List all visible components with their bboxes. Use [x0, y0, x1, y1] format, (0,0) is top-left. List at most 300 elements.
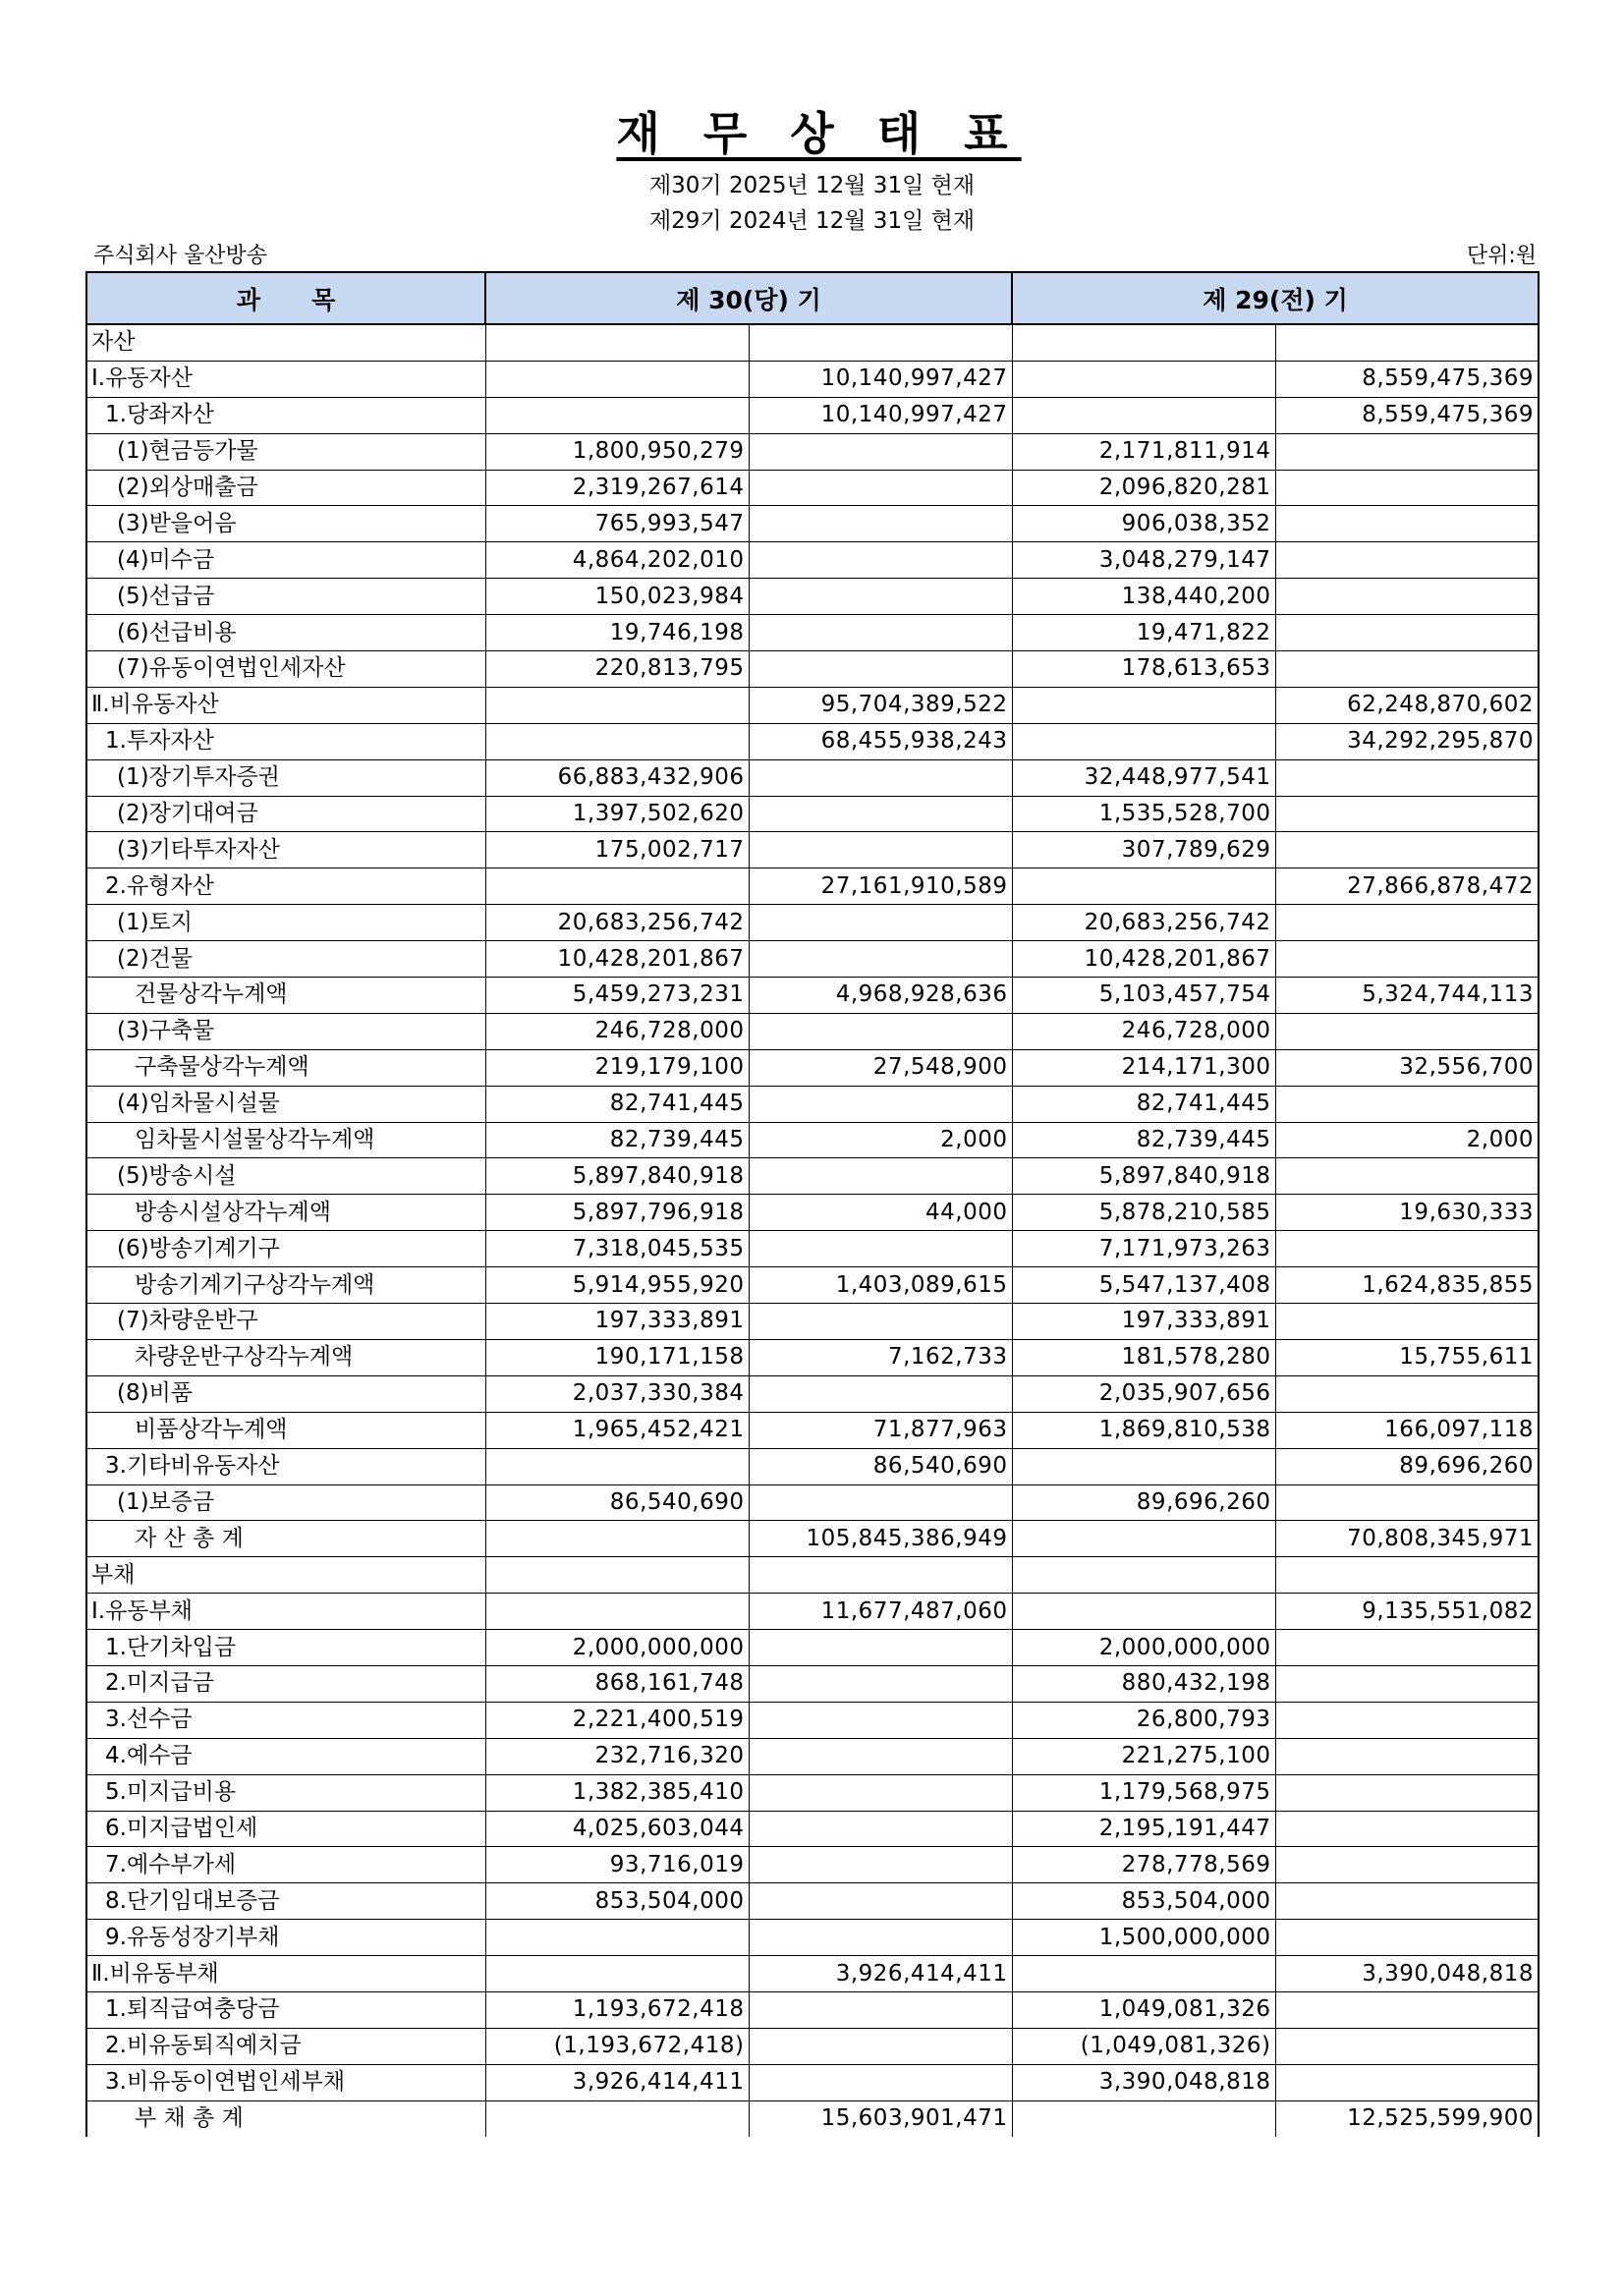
- prior-total-cell: [1275, 1013, 1539, 1049]
- table-row: [86, 759, 1539, 796]
- current-total-cell: [749, 832, 1012, 868]
- prior-total-cell: [1275, 579, 1539, 615]
- prior-total-cell: [1275, 506, 1539, 542]
- table-row: [86, 1991, 1539, 2028]
- current-detail-cell: 5,914,955,920: [485, 1267, 749, 1304]
- prior-detail-cell: [1012, 687, 1275, 723]
- current-detail-cell: 86,540,690: [485, 1484, 749, 1521]
- current-detail-cell: 220,813,795: [485, 651, 749, 688]
- account-label: (5)선급금: [86, 579, 485, 615]
- prior-detail-cell: 2,096,820,281: [1012, 470, 1275, 506]
- current-detail-cell: 66,883,432,906: [485, 759, 749, 796]
- table-row: [86, 1375, 1539, 1412]
- account-label: 부 채 총 계: [86, 2100, 485, 2136]
- account-label: (1)토지: [86, 905, 485, 941]
- account-label: (4)미수금: [86, 542, 485, 579]
- current-total-cell: [749, 1738, 1012, 1774]
- prior-detail-cell: 278,778,569: [1012, 1847, 1275, 1883]
- current-total-cell: [749, 1665, 1012, 1702]
- prior-detail-cell: [1012, 1594, 1275, 1630]
- current-detail-cell: 2,319,267,614: [485, 470, 749, 506]
- prior-total-cell: [1275, 1883, 1539, 1920]
- account-label: 자 산 총 계: [86, 1521, 485, 1557]
- account-label: 6.미지급법인세: [86, 1811, 485, 1847]
- prior-detail-cell: 181,578,280: [1012, 1339, 1275, 1375]
- current-detail-cell: 1,800,950,279: [485, 433, 749, 470]
- account-label: 부채: [86, 1557, 485, 1594]
- current-total-cell: [749, 1883, 1012, 1920]
- prior-total-cell: [1275, 796, 1539, 832]
- account-label: (8)비품: [86, 1375, 485, 1412]
- current-detail-cell: 175,002,717: [485, 832, 749, 868]
- prior-detail-cell: 32,448,977,541: [1012, 759, 1275, 796]
- prior-total-cell: [1275, 1738, 1539, 1774]
- current-detail-cell: 3,926,414,411: [485, 2064, 749, 2100]
- prior-total-cell: [1275, 1484, 1539, 1521]
- prior-detail-cell: 89,696,260: [1012, 1484, 1275, 1521]
- current-detail-cell: 19,746,198: [485, 615, 749, 651]
- account-label: (6)선급비용: [86, 615, 485, 651]
- prior-detail-cell: 138,440,200: [1012, 579, 1275, 615]
- prior-total-cell: 34,292,295,870: [1275, 723, 1539, 759]
- table-row: [86, 1122, 1539, 1158]
- account-label: (1)현금등가물: [86, 433, 485, 470]
- prior-detail-cell: 1,869,810,538: [1012, 1412, 1275, 1448]
- current-total-cell: [749, 2028, 1012, 2064]
- prior-total-cell: 8,559,475,369: [1275, 397, 1539, 433]
- prior-total-cell: [1275, 832, 1539, 868]
- prior-total-cell: 15,755,611: [1275, 1339, 1539, 1375]
- header-account: 과 목: [86, 272, 485, 324]
- prior-total-cell: [1275, 542, 1539, 579]
- current-total-cell: [749, 1086, 1012, 1122]
- period-current: 제30기 2025년 12월 31일 현재: [648, 173, 976, 198]
- prior-total-cell: [1275, 1630, 1539, 1666]
- account-label: (7)차량운반구: [86, 1304, 485, 1340]
- prior-total-cell: [1275, 1231, 1539, 1267]
- account-label: (7)유동이연법인세자산: [86, 651, 485, 688]
- prior-detail-cell: 26,800,793: [1012, 1702, 1275, 1738]
- table-row: [86, 433, 1539, 470]
- prior-detail-cell: 906,038,352: [1012, 506, 1275, 542]
- account-label: (3)기타투자자산: [86, 832, 485, 868]
- current-total-cell: [749, 1557, 1012, 1594]
- prior-total-cell: [1275, 1158, 1539, 1195]
- current-total-cell: 10,140,997,427: [749, 361, 1012, 397]
- prior-detail-cell: 1,179,568,975: [1012, 1774, 1275, 1811]
- account-label: 3.비유동이연법인세부채: [86, 2064, 485, 2100]
- table-row: [86, 796, 1539, 832]
- current-total-cell: [749, 796, 1012, 832]
- prior-total-cell: [1275, 1557, 1539, 1594]
- table-row: [86, 397, 1539, 433]
- prior-total-cell: [1275, 324, 1539, 361]
- current-total-cell: [749, 905, 1012, 941]
- current-total-cell: 95,704,389,522: [749, 687, 1012, 723]
- table-row: [86, 1594, 1539, 1630]
- current-detail-cell: 197,333,891: [485, 1304, 749, 1340]
- prior-total-cell: [1275, 1991, 1539, 2028]
- table-row: [86, 905, 1539, 941]
- account-label: 1.단기차입금: [86, 1630, 485, 1666]
- prior-detail-cell: 2,000,000,000: [1012, 1630, 1275, 1666]
- current-detail-cell: [485, 324, 749, 361]
- prior-detail-cell: 2,171,811,914: [1012, 433, 1275, 470]
- table-row: [86, 1304, 1539, 1340]
- current-total-cell: [749, 433, 1012, 470]
- account-label: 2.비유동퇴직예치금: [86, 2028, 485, 2064]
- prior-total-cell: 5,324,744,113: [1275, 978, 1539, 1014]
- prior-total-cell: [1275, 1665, 1539, 1702]
- prior-total-cell: [1275, 470, 1539, 506]
- account-label: 비품상각누계액: [86, 1412, 485, 1448]
- current-total-cell: [749, 1158, 1012, 1195]
- header-row: [86, 272, 1539, 324]
- current-detail-cell: [485, 1594, 749, 1630]
- table-row: [86, 1883, 1539, 1920]
- current-detail-cell: 10,428,201,867: [485, 941, 749, 978]
- current-detail-cell: 5,459,273,231: [485, 978, 749, 1014]
- table-row: [86, 1920, 1539, 1956]
- current-detail-cell: 1,965,452,421: [485, 1412, 749, 1448]
- current-total-cell: [749, 1304, 1012, 1340]
- current-detail-cell: 2,000,000,000: [485, 1630, 749, 1666]
- account-label: 건물상각누계액: [86, 978, 485, 1014]
- table-row: [86, 941, 1539, 978]
- table-row: [86, 1412, 1539, 1448]
- table-row: [86, 1630, 1539, 1666]
- current-total-cell: [749, 941, 1012, 978]
- account-label: (2)장기대여금: [86, 796, 485, 832]
- account-label: Ⅱ.비유동자산: [86, 687, 485, 723]
- account-label: 9.유동성장기부채: [86, 1920, 485, 1956]
- current-detail-cell: [485, 361, 749, 397]
- prior-detail-cell: [1012, 1521, 1275, 1557]
- current-detail-cell: [485, 1956, 749, 1992]
- current-total-cell: 44,000: [749, 1195, 1012, 1231]
- current-detail-cell: 190,171,158: [485, 1339, 749, 1375]
- prior-detail-cell: [1012, 361, 1275, 397]
- current-detail-cell: 150,023,984: [485, 579, 749, 615]
- account-label: (1)보증금: [86, 1484, 485, 1521]
- current-detail-cell: 82,741,445: [485, 1086, 749, 1122]
- current-total-cell: [749, 506, 1012, 542]
- current-detail-cell: 246,728,000: [485, 1013, 749, 1049]
- account-label: 1.투자자산: [86, 723, 485, 759]
- current-total-cell: 86,540,690: [749, 1448, 1012, 1484]
- table-row: [86, 1811, 1539, 1847]
- table-row: [86, 723, 1539, 759]
- table-row: [86, 1267, 1539, 1304]
- prior-total-cell: 9,135,551,082: [1275, 1594, 1539, 1630]
- table-row: [86, 1013, 1539, 1049]
- account-label: (5)방송시설: [86, 1158, 485, 1195]
- current-total-cell: [749, 615, 1012, 651]
- current-detail-cell: 765,993,547: [485, 506, 749, 542]
- prior-total-cell: [1275, 941, 1539, 978]
- table-row: [86, 1557, 1539, 1594]
- current-total-cell: [749, 1847, 1012, 1883]
- current-detail-cell: [485, 1448, 749, 1484]
- table-row: [86, 1847, 1539, 1883]
- current-detail-cell: 868,161,748: [485, 1665, 749, 1702]
- prior-total-cell: 3,390,048,818: [1275, 1956, 1539, 1992]
- current-total-cell: 71,877,963: [749, 1412, 1012, 1448]
- prior-detail-cell: [1012, 723, 1275, 759]
- prior-total-cell: 62,248,870,602: [1275, 687, 1539, 723]
- prior-detail-cell: 2,035,907,656: [1012, 1375, 1275, 1412]
- prior-detail-cell: [1012, 868, 1275, 905]
- table-row: [86, 651, 1539, 688]
- account-label: 2.유형자산: [86, 868, 485, 905]
- company-name: 주식회사 울산방송: [93, 244, 268, 268]
- account-label: (1)장기투자증권: [86, 759, 485, 796]
- current-detail-cell: 219,179,100: [485, 1049, 749, 1086]
- current-total-cell: 27,548,900: [749, 1049, 1012, 1086]
- period-prior: 제29기 2024년 12월 31일 현재: [648, 208, 976, 234]
- table-row: [86, 2028, 1539, 2064]
- table-row: [86, 1049, 1539, 1086]
- current-detail-cell: [485, 868, 749, 905]
- prior-total-cell: 8,559,475,369: [1275, 361, 1539, 397]
- current-detail-cell: 7,318,045,535: [485, 1231, 749, 1267]
- unit-label: 단위:원: [1466, 244, 1537, 268]
- current-total-cell: [749, 1991, 1012, 2028]
- prior-total-cell: [1275, 1086, 1539, 1122]
- table-row: [86, 1956, 1539, 1992]
- prior-detail-cell: 2,195,191,447: [1012, 1811, 1275, 1847]
- account-label: Ⅰ.유동부채: [86, 1594, 485, 1630]
- prior-detail-cell: 10,428,201,867: [1012, 941, 1275, 978]
- prior-total-cell: [1275, 905, 1539, 941]
- table-row: [86, 1339, 1539, 1375]
- prior-detail-cell: [1012, 1448, 1275, 1484]
- prior-detail-cell: 20,683,256,742: [1012, 905, 1275, 941]
- prior-detail-cell: 7,171,973,263: [1012, 1231, 1275, 1267]
- current-total-cell: 11,677,487,060: [749, 1594, 1012, 1630]
- account-label: 1.당좌자산: [86, 397, 485, 433]
- current-total-cell: [749, 470, 1012, 506]
- current-detail-cell: 4,864,202,010: [485, 542, 749, 579]
- prior-detail-cell: 5,103,457,754: [1012, 978, 1275, 1014]
- current-total-cell: 10,140,997,427: [749, 397, 1012, 433]
- account-label: (3)받을어음: [86, 506, 485, 542]
- prior-detail-cell: 221,275,100: [1012, 1738, 1275, 1774]
- table-row: [86, 470, 1539, 506]
- current-detail-cell: 93,716,019: [485, 1847, 749, 1883]
- prior-detail-cell: 3,048,279,147: [1012, 542, 1275, 579]
- account-label: 8.단기임대보증금: [86, 1883, 485, 1920]
- current-detail-cell: 853,504,000: [485, 1883, 749, 1920]
- account-label: 3.선수금: [86, 1702, 485, 1738]
- current-total-cell: [749, 1774, 1012, 1811]
- current-total-cell: 15,603,901,471: [749, 2100, 1012, 2136]
- prior-total-cell: 1,624,835,855: [1275, 1267, 1539, 1304]
- account-label: 2.미지급금: [86, 1665, 485, 1702]
- prior-detail-cell: [1012, 324, 1275, 361]
- balance-sheet-table: [85, 271, 1540, 2137]
- table-row: [86, 1231, 1539, 1267]
- table-row: [86, 1484, 1539, 1521]
- account-label: 방송기계기구상각누계액: [86, 1267, 485, 1304]
- table-row: [86, 1774, 1539, 1811]
- current-total-cell: [749, 1702, 1012, 1738]
- table-row: [86, 1158, 1539, 1195]
- table-row: [86, 615, 1539, 651]
- current-detail-cell: (1,193,672,418): [485, 2028, 749, 2064]
- prior-detail-cell: 214,171,300: [1012, 1049, 1275, 1086]
- current-detail-cell: [485, 1521, 749, 1557]
- current-detail-cell: 5,897,796,918: [485, 1195, 749, 1231]
- current-detail-cell: [485, 687, 749, 723]
- account-label: 3.기타비유동자산: [86, 1448, 485, 1484]
- current-detail-cell: 4,025,603,044: [485, 1811, 749, 1847]
- prior-total-cell: 27,866,878,472: [1275, 868, 1539, 905]
- current-detail-cell: 82,739,445: [485, 1122, 749, 1158]
- current-total-cell: 68,455,938,243: [749, 723, 1012, 759]
- table-row: [86, 1738, 1539, 1774]
- table-row: [86, 868, 1539, 905]
- current-total-cell: [749, 1811, 1012, 1847]
- current-total-cell: [749, 1375, 1012, 1412]
- account-label: 구축물상각누계액: [86, 1049, 485, 1086]
- prior-detail-cell: [1012, 1557, 1275, 1594]
- current-detail-cell: 232,716,320: [485, 1738, 749, 1774]
- prior-detail-cell: 853,504,000: [1012, 1883, 1275, 1920]
- prior-detail-cell: 1,500,000,000: [1012, 1920, 1275, 1956]
- prior-detail-cell: [1012, 397, 1275, 433]
- prior-detail-cell: 3,390,048,818: [1012, 2064, 1275, 2100]
- account-label: (4)임차물시설물: [86, 1086, 485, 1122]
- current-detail-cell: 2,221,400,519: [485, 1702, 749, 1738]
- current-detail-cell: 1,382,385,410: [485, 1774, 749, 1811]
- prior-detail-cell: 19,471,822: [1012, 615, 1275, 651]
- current-total-cell: [749, 2064, 1012, 2100]
- prior-total-cell: [1275, 1847, 1539, 1883]
- current-detail-cell: [485, 723, 749, 759]
- prior-total-cell: [1275, 1774, 1539, 1811]
- current-detail-cell: 5,897,840,918: [485, 1158, 749, 1195]
- table-row: [86, 1665, 1539, 1702]
- account-label: 차량운반구상각누계액: [86, 1339, 485, 1375]
- current-total-cell: [749, 759, 1012, 796]
- prior-total-cell: [1275, 1702, 1539, 1738]
- prior-total-cell: 166,097,118: [1275, 1412, 1539, 1448]
- prior-detail-cell: 1,049,081,326: [1012, 1991, 1275, 2028]
- account-label: 5.미지급비용: [86, 1774, 485, 1811]
- account-label: 임차물시설물상각누계액: [86, 1122, 485, 1158]
- table-row: [86, 1702, 1539, 1738]
- prior-total-cell: [1275, 651, 1539, 688]
- prior-total-cell: 2,000: [1275, 1122, 1539, 1158]
- header-current: 제 30(당) 기: [485, 272, 1012, 324]
- prior-total-cell: [1275, 1811, 1539, 1847]
- prior-total-cell: 32,556,700: [1275, 1049, 1539, 1086]
- prior-detail-cell: (1,049,081,326): [1012, 2028, 1275, 2064]
- current-total-cell: 4,968,928,636: [749, 978, 1012, 1014]
- current-detail-cell: 20,683,256,742: [485, 905, 749, 941]
- current-total-cell: 2,000: [749, 1122, 1012, 1158]
- account-label: (2)건물: [86, 941, 485, 978]
- prior-total-cell: 89,696,260: [1275, 1448, 1539, 1484]
- table-row: [86, 579, 1539, 615]
- prior-detail-cell: 1,535,528,700: [1012, 796, 1275, 832]
- table-row: [86, 1448, 1539, 1484]
- current-total-cell: 105,845,386,949: [749, 1521, 1012, 1557]
- table-row: [86, 687, 1539, 723]
- account-label: Ⅱ.비유동부채: [86, 1956, 485, 1992]
- table-row: [86, 2100, 1539, 2136]
- current-detail-cell: [485, 2100, 749, 2136]
- prior-detail-cell: 178,613,653: [1012, 651, 1275, 688]
- table-row: [86, 324, 1539, 361]
- prior-detail-cell: 307,789,629: [1012, 832, 1275, 868]
- account-label: 1.퇴직급여충당금: [86, 1991, 485, 2028]
- prior-detail-cell: 82,739,445: [1012, 1122, 1275, 1158]
- table-row: [86, 1195, 1539, 1231]
- account-label: 4.예수금: [86, 1738, 485, 1774]
- prior-total-cell: [1275, 2064, 1539, 2100]
- current-total-cell: [749, 651, 1012, 688]
- table-row: [86, 542, 1539, 579]
- current-total-cell: 7,162,733: [749, 1339, 1012, 1375]
- table-row: [86, 1086, 1539, 1122]
- current-detail-cell: 2,037,330,384: [485, 1375, 749, 1412]
- account-label: 자산: [86, 324, 485, 361]
- prior-detail-cell: [1012, 1956, 1275, 1992]
- account-label: 7.예수부가세: [86, 1847, 485, 1883]
- prior-total-cell: [1275, 615, 1539, 651]
- account-label: (2)외상매출금: [86, 470, 485, 506]
- current-detail-cell: [485, 397, 749, 433]
- current-total-cell: 1,403,089,615: [749, 1267, 1012, 1304]
- account-label: Ⅰ.유동자산: [86, 361, 485, 397]
- prior-detail-cell: 880,432,198: [1012, 1665, 1275, 1702]
- prior-detail-cell: 82,741,445: [1012, 1086, 1275, 1122]
- current-detail-cell: [485, 1920, 749, 1956]
- current-total-cell: 27,161,910,589: [749, 868, 1012, 905]
- table-row: [86, 832, 1539, 868]
- prior-detail-cell: 5,547,137,408: [1012, 1267, 1275, 1304]
- prior-detail-cell: [1012, 2100, 1275, 2136]
- current-total-cell: [749, 1231, 1012, 1267]
- prior-total-cell: 70,808,345,971: [1275, 1521, 1539, 1557]
- prior-total-cell: [1275, 2028, 1539, 2064]
- table-row: [86, 978, 1539, 1014]
- prior-total-cell: 12,525,599,900: [1275, 2100, 1539, 2136]
- prior-total-cell: [1275, 1304, 1539, 1340]
- account-label: (6)방송기계기구: [86, 1231, 485, 1267]
- header-prior: 제 29(전) 기: [1012, 272, 1539, 324]
- table-row: [86, 2064, 1539, 2100]
- prior-total-cell: [1275, 759, 1539, 796]
- prior-detail-cell: 246,728,000: [1012, 1013, 1275, 1049]
- prior-detail-cell: 5,878,210,585: [1012, 1195, 1275, 1231]
- current-total-cell: [749, 1630, 1012, 1666]
- prior-detail-cell: 5,897,840,918: [1012, 1158, 1275, 1195]
- account-label: (3)구축물: [86, 1013, 485, 1049]
- prior-total-cell: [1275, 1920, 1539, 1956]
- current-detail-cell: 1,193,672,418: [485, 1991, 749, 2028]
- current-total-cell: [749, 324, 1012, 361]
- prior-total-cell: [1275, 433, 1539, 470]
- table-row: [86, 1521, 1539, 1557]
- current-total-cell: [749, 542, 1012, 579]
- current-total-cell: [749, 579, 1012, 615]
- current-total-cell: [749, 1920, 1012, 1956]
- prior-total-cell: 19,630,333: [1275, 1195, 1539, 1231]
- account-label: 방송시설상각누계액: [86, 1195, 485, 1231]
